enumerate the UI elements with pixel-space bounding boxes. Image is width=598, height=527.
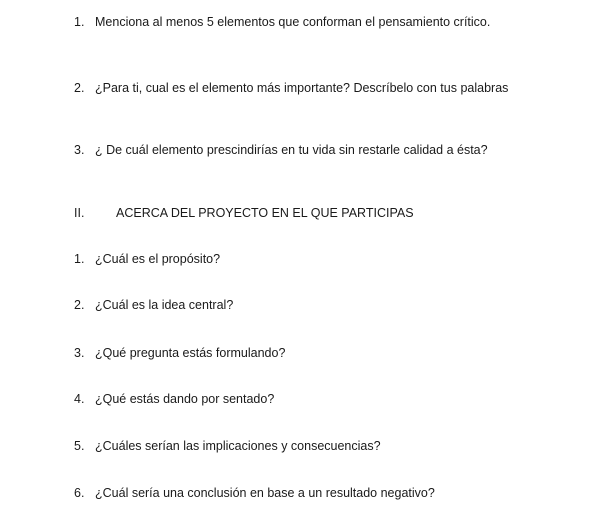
question-text: ¿Para ti, cual es el elemento más importante? Descríbelo con tus palabras <box>95 81 509 95</box>
question-text: ¿Cuál sería una conclusión en base a un resultado negativo? <box>95 486 435 500</box>
question-text: ¿Cuáles serían las implicaciones y consecuencias? <box>95 439 381 453</box>
question-number: 1. <box>74 15 85 29</box>
question-number: 2. <box>74 298 85 312</box>
question-number: 2. <box>74 81 85 95</box>
question-text: ¿ De cuál elemento prescindirías en tu vida sin restarle calidad a ésta? <box>95 143 488 157</box>
question-number: 5. <box>74 439 85 453</box>
section-title: ACERCA DEL PROYECTO EN EL QUE PARTICIPAS <box>116 206 414 220</box>
question-number: 3. <box>74 346 85 360</box>
question-text: ¿Cuál es el propósito? <box>95 252 221 266</box>
question-text: ¿Qué pregunta estás formulando? <box>95 346 286 360</box>
question-number: 3. <box>74 143 85 157</box>
question-number: 4. <box>74 392 85 406</box>
question-text: ¿Qué estás dando por sentado? <box>95 392 275 406</box>
question-text: ¿Cuál es la idea central? <box>95 298 234 312</box>
section-number: II. <box>74 206 85 220</box>
question-text: Menciona al menos 5 elementos que conforman el pensamiento crítico. <box>95 15 491 29</box>
question-number: 6. <box>74 486 85 500</box>
question-number: 1. <box>74 252 85 266</box>
